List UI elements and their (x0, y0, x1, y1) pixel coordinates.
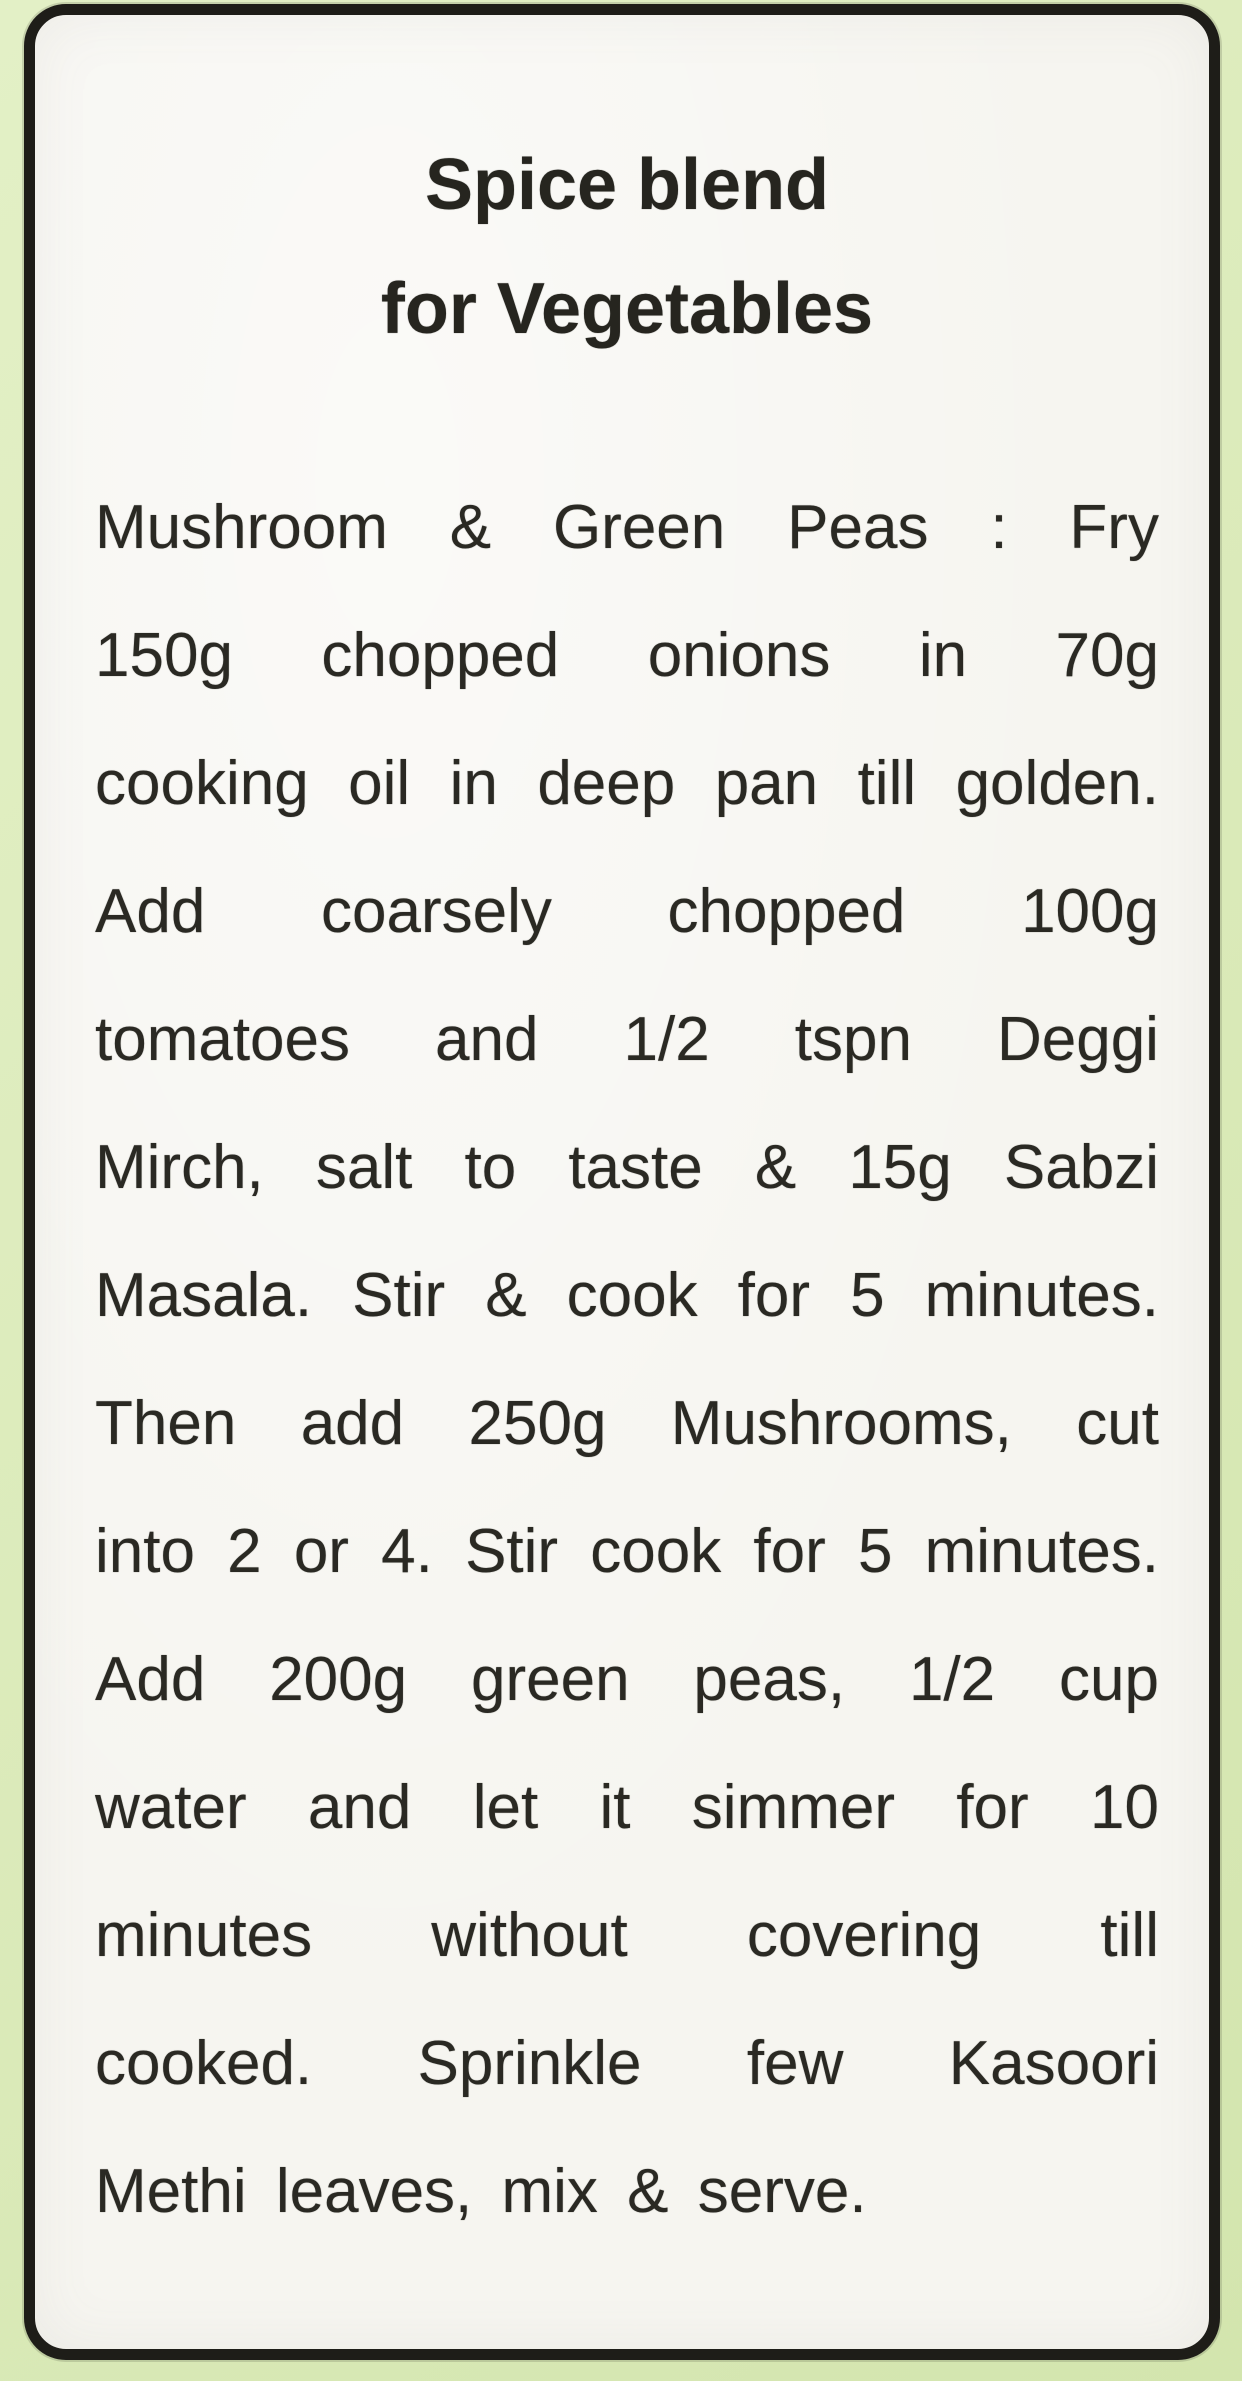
recipe-word: Peas (787, 492, 929, 562)
recipe-word: or (293, 1516, 349, 1586)
recipe-word: Sabzi (1003, 1132, 1159, 1202)
recipe-line (95, 1871, 1159, 1999)
label-title (95, 123, 1159, 371)
recipe-word: 10 (1089, 1772, 1159, 1842)
recipe-word: Green (552, 492, 726, 562)
recipe-word: 250g (468, 1388, 607, 1458)
recipe-word: and (307, 1772, 412, 1842)
recipe-line (95, 847, 1159, 975)
recipe-word: taste (568, 1132, 703, 1202)
title-line-2: for Vegetables (380, 269, 874, 349)
recipe-word: for (737, 1260, 811, 1330)
recipe-word: add (300, 1388, 405, 1458)
recipe-word: Fry (1069, 492, 1159, 562)
recipe-line (95, 1615, 1159, 1743)
recipe-word: 1/2 (908, 1644, 996, 1714)
recipe-word: Masala. (95, 1260, 313, 1330)
recipe-word: minutes (95, 1900, 313, 1970)
recipe-word: minutes. (924, 1260, 1159, 1330)
recipe-word: in (449, 748, 498, 818)
recipe-word: & (449, 492, 492, 562)
recipe-word: water (95, 1772, 247, 1842)
recipe-word: pan (714, 748, 819, 818)
recipe-word: 1/2 (623, 1004, 710, 1074)
recipe-word: Stir (465, 1516, 559, 1586)
recipe-line (95, 1103, 1159, 1231)
recipe-word: it (599, 1772, 631, 1842)
recipe-word: & (485, 1260, 527, 1330)
recipe-word: cooked. (95, 2028, 313, 2098)
recipe-word: Mushrooms, (670, 1388, 1012, 1458)
recipe-word: simmer (691, 1772, 895, 1842)
recipe-word: and (435, 1004, 539, 1074)
recipe-word: 200g (269, 1644, 408, 1714)
recipe-word: Sprinkle (417, 2028, 642, 2098)
label-content (35, 15, 1209, 2349)
recipe-word: to (464, 1132, 517, 1202)
recipe-word: peas, (693, 1644, 846, 1714)
recipe-word: 15g (848, 1132, 952, 1202)
recipe-word: 70g (1055, 620, 1159, 690)
recipe-line (95, 463, 1159, 591)
recipe-word: tomatoes (95, 1004, 351, 1074)
recipe-word: without (431, 1900, 628, 1970)
recipe-word: minutes. (924, 1516, 1159, 1586)
recipe-word: 100g (1021, 876, 1159, 946)
spice-blend-label (24, 4, 1220, 2360)
recipe-line (95, 719, 1159, 847)
recipe-word: onions (647, 620, 831, 690)
recipe-word: 5 (857, 1516, 893, 1586)
recipe-word: tspn (794, 1004, 912, 1074)
recipe-word: golden. (955, 748, 1159, 818)
recipe-word: Add (95, 876, 206, 946)
recipe-word: chopped (667, 876, 906, 946)
recipe-word: till (857, 748, 917, 818)
recipe-word: 2 (227, 1516, 262, 1586)
recipe-word: chopped (321, 620, 560, 690)
recipe-word: Kasoori (948, 2028, 1159, 2098)
recipe-line (95, 2127, 1159, 2255)
recipe-word: : (990, 492, 1008, 562)
recipe-word: Mushroom (95, 492, 388, 562)
recipe-word: coarsely (320, 876, 552, 946)
recipe-word: Then (95, 1388, 237, 1458)
recipe-word: for (956, 1772, 1029, 1842)
recipe-word: Deggi (996, 1004, 1159, 1074)
recipe-word: 5 (850, 1260, 885, 1330)
recipe-word: Mirch, (95, 1132, 264, 1202)
recipe-line-text: Methi leaves, mix & serve. (95, 2156, 867, 2226)
title-line-1: Spice blend (424, 145, 830, 225)
recipe-line (95, 1231, 1159, 1359)
recipe-word: & (754, 1132, 797, 1202)
recipe-line (95, 1487, 1159, 1615)
recipe-word: green (470, 1644, 630, 1714)
recipe-line (95, 1359, 1159, 1487)
recipe-word: oil (348, 748, 411, 818)
recipe-line (95, 975, 1159, 1103)
recipe-word: Stir (352, 1260, 446, 1330)
recipe-word: few (746, 2028, 844, 2098)
recipe-line (95, 591, 1159, 719)
recipe-word: 4. (381, 1516, 433, 1586)
recipe-word: salt (315, 1132, 413, 1202)
recipe-word: Add (95, 1644, 206, 1714)
recipe-word: let (472, 1772, 539, 1842)
recipe-word: in (918, 620, 968, 690)
recipe-text (95, 463, 1159, 2255)
recipe-word: into (95, 1516, 195, 1586)
recipe-line (95, 1999, 1159, 2127)
recipe-word: cooking (95, 748, 309, 818)
recipe-word: covering (746, 1900, 982, 1970)
recipe-word: deep (537, 748, 676, 818)
recipe-word: cup (1059, 1644, 1159, 1714)
recipe-word: cook (590, 1516, 722, 1586)
recipe-word: cook (566, 1260, 698, 1330)
recipe-word: cut (1076, 1388, 1159, 1458)
recipe-word: till (1100, 1900, 1159, 1970)
recipe-word: 150g (95, 620, 233, 690)
recipe-line (95, 1743, 1159, 1871)
recipe-word: for (753, 1516, 826, 1586)
